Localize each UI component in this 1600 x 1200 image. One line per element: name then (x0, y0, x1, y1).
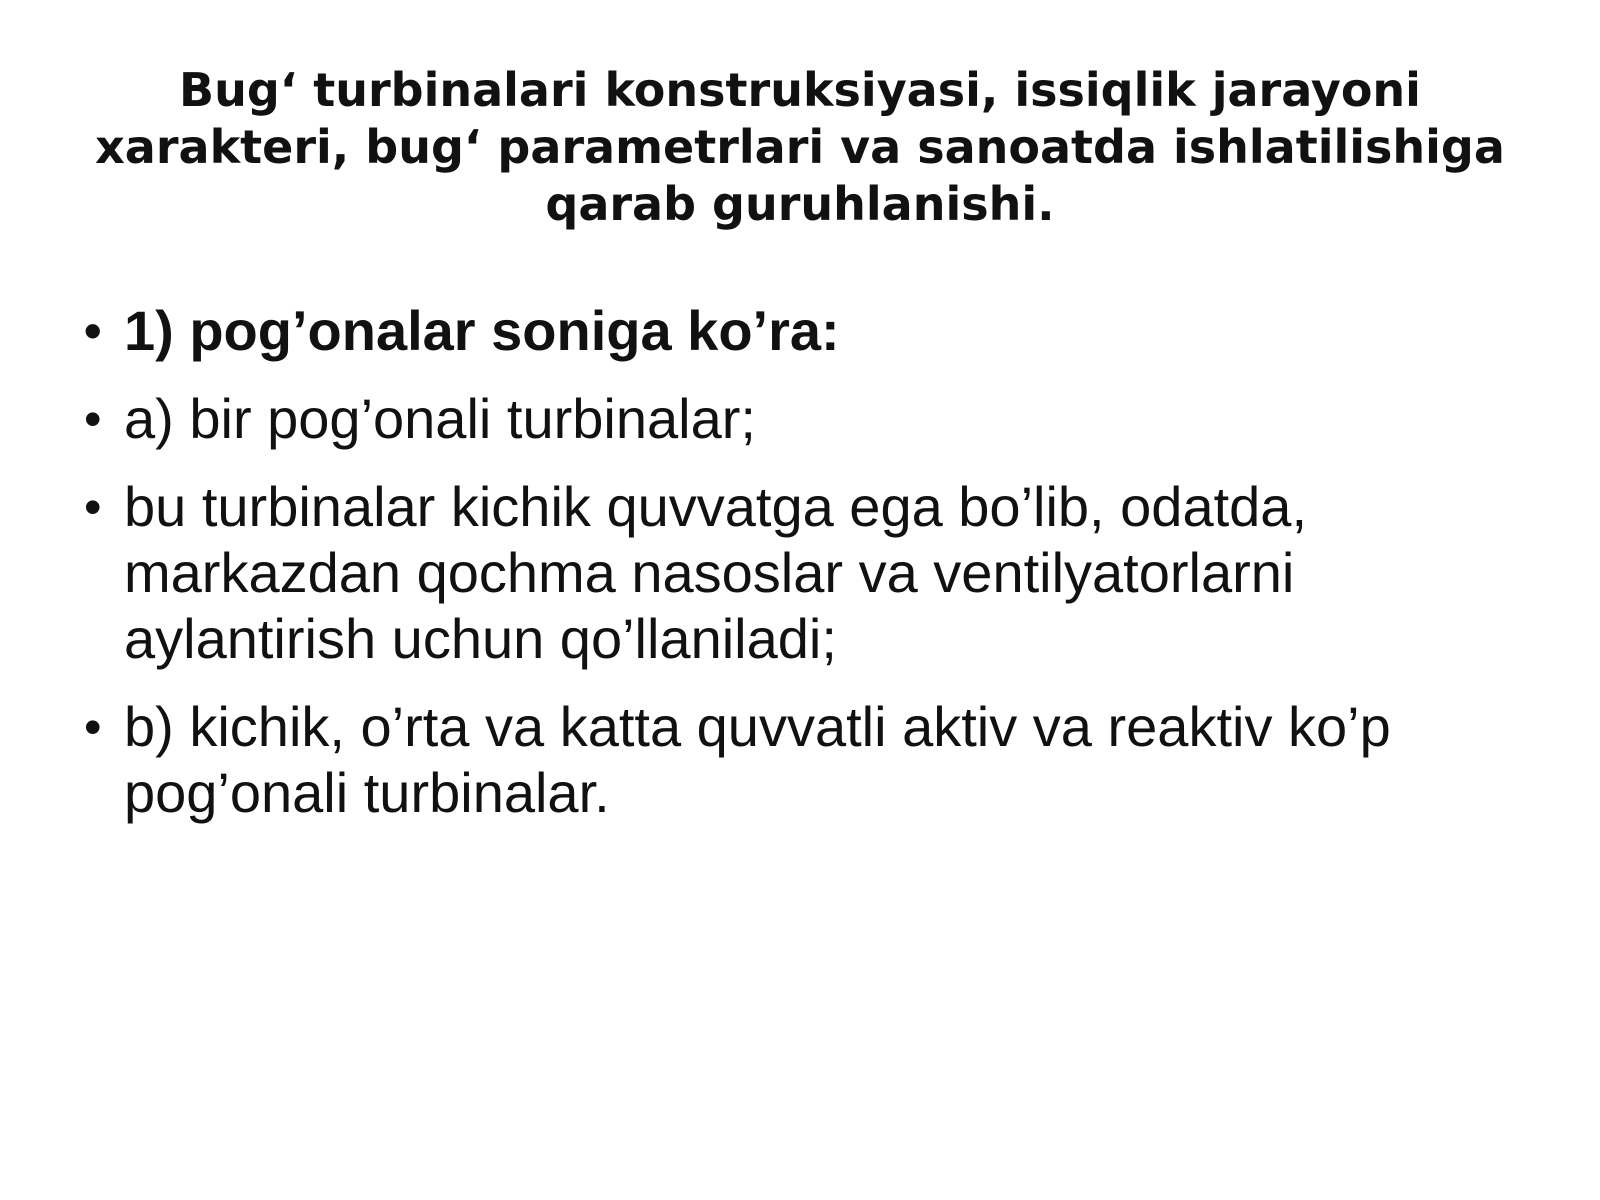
list-item-text: bu turbinalar kichik quvvatga ega bo’lib, odatda, (124, 475, 1307, 538)
bullet-icon: • (84, 303, 102, 359)
list-item (84, 694, 1524, 826)
bullet-icon: • (84, 699, 102, 755)
bullet-icon: • (84, 479, 102, 535)
title-line: Bug‘ turbinalari konstruksiyasi, issiqlik jarayoni (179, 63, 1421, 117)
bullet-icon: • (84, 391, 102, 447)
list-item (84, 386, 1524, 452)
list-item-text: pog’onali turbinalar. (124, 761, 610, 824)
title-line: qarab guruhlanishi. (545, 177, 1055, 231)
bullet-list (84, 298, 1524, 848)
slide-title (60, 62, 1540, 233)
list-item-text: markazdan qochma nasoslar va ventilyatorlarni (124, 541, 1295, 604)
list-item-text: a) bir pog’onali turbinalar; (124, 387, 756, 450)
list-item-text: aylantirish uchun qo’llaniladi; (124, 607, 837, 670)
list-item (84, 298, 1524, 364)
list-item (84, 474, 1524, 672)
title-line: xarakteri, bug‘ parametrlari va sanoatda ishlatilishiga (95, 120, 1505, 174)
list-item-text: 1) pog’onalar soniga ko’ra: (124, 299, 840, 362)
list-item-text: b) kichik, o’rta va katta quvvatli aktiv va reaktiv ko’p (124, 695, 1391, 758)
